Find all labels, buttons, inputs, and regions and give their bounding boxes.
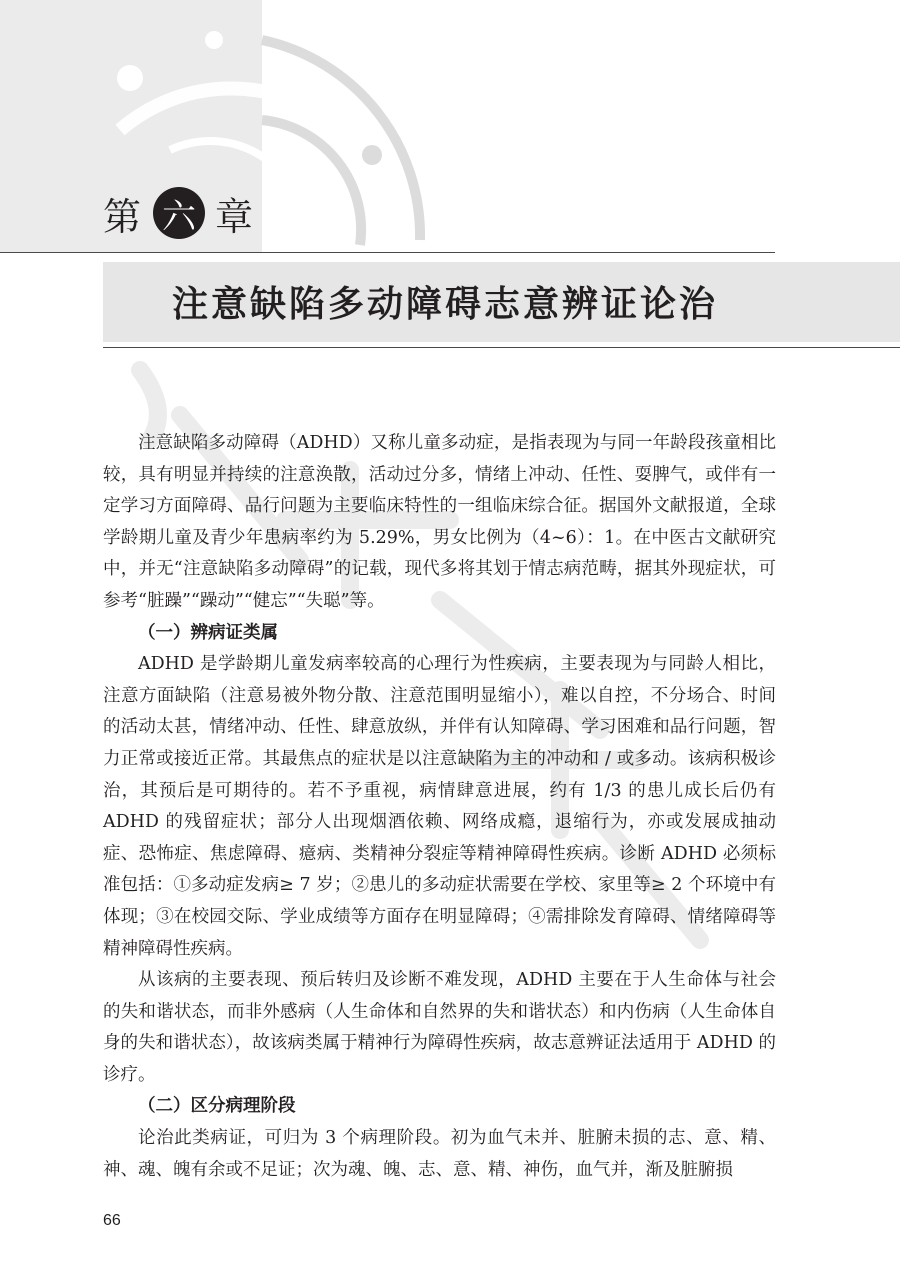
- dot-decoration: [205, 31, 223, 49]
- section1-paragraph-1: ADHD 是学龄期儿童发病率较高的心理行为性疾病，主要表现为与同龄人相比，注意方面缺陷（注意易被外物分散、注意范围明显缩小），难以自控，不分场合、时间的活动太甚，情绪冲动、任性、肆意放纵，并伴有认知障碍、学习困难和品行问题，智力正常或接近正常。其最焦点的症状是以注意缺陷为主的冲动和 / 或多动。该病积极诊治，其预后是可期待的。若不予重视，病情肆意进展，约有 1/3 的患儿成长后仍有 ADHD 的残留症状；部分人出现烟酒依赖、网络成瘾，退缩行为，亦或发展成抽动症、恐怖症、焦虑障碍、癔病、类精神分裂症等精神障碍性疾病。诊断 ADHD 必须标准包括：①多动症发病≥ 7 岁；②患儿的多动症状需要在学校、家里等≥ 2 个环境中有体现；③在校园交际、学业成绩等方面存在明显障碍；④需排除发育障碍、情绪障碍等精神障碍性疾病。: [103, 654, 776, 959]
- chapter-label: [103, 188, 253, 238]
- section1-paragraph-2: 从该病的主要表现、预后转归及诊断不难发现，ADHD 主要在于人生命体与社会的失和谐状态，而非外感病（人生命体和自然界的失和谐状态）和内伤病（人生命体自身的失和谐状态），故该病类属于精神行为障碍性疾病，故志意辨证法适用于 ADHD 的诊疗。: [103, 970, 776, 1085]
- chapter-number-badge: 六: [153, 187, 205, 239]
- arc-decoration: [262, 40, 420, 240]
- divider-top: [0, 252, 775, 253]
- section2-paragraph-1: 论治此类病证，可归为 3 个病理阶段。初为血气未并、脏腑未损的志、意、精、神、魂、魄有余或不足证；次为魂、魄、志、意、精、神伤，血气并，渐及脏腑损: [103, 1128, 776, 1180]
- chapter-title: 注意缺陷多动障碍志意辨证论治: [172, 284, 719, 325]
- section-heading-1: （一）辨病证类属: [138, 622, 278, 643]
- dot-decoration: [362, 145, 382, 165]
- arc-decoration: [262, 120, 361, 245]
- body-text: [103, 428, 776, 1186]
- divider-bottom: [103, 347, 900, 348]
- page-number: 66: [103, 1212, 121, 1229]
- dot-decoration: [117, 65, 143, 91]
- chapter-suffix: 章: [215, 194, 254, 239]
- section-heading-2: （二）区分病理阶段: [138, 1096, 296, 1117]
- arc-decoration: [120, 88, 330, 130]
- intro-paragraph: 注意缺陷多动障碍（ADHD）又称儿童多动症，是指表现为与同一年龄段孩童相比较，具有明显并持续的注意涣散，活动过分多，情绪上冲动、任性、耍脾气，或伴有一定学习方面障碍、品行问题为主要临床特性的一组临床综合征。据国外文献报道，全球学龄期儿童及青少年患病率约为 5.29%，男女比例为（4~6）：1。在中医古文献研究中，并无“注意缺陷多动障碍”的记载，现代多将其划于情志病范畴，据其外现症状，可参考“脏躁”“躁动”“健忘”“失聪”等。: [103, 433, 777, 611]
- chapter-prefix: 第: [103, 194, 142, 239]
